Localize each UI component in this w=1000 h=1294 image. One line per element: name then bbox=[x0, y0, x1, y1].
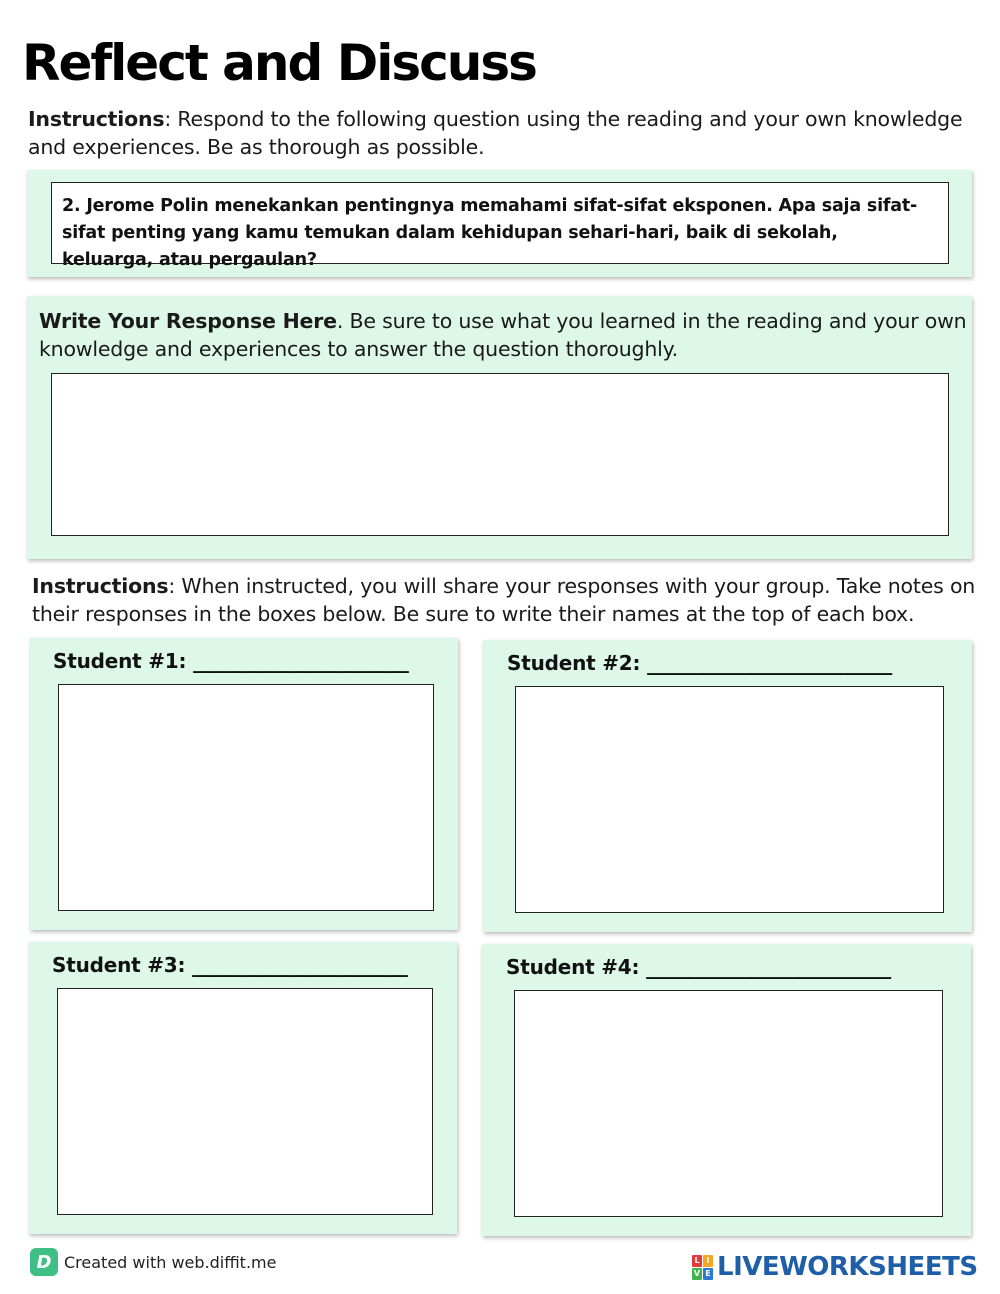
page-title: Reflect and Discuss bbox=[22, 34, 536, 92]
liveworksheets-brand: LIVEWORKSHEETS bbox=[717, 1252, 978, 1282]
student-1-label: Student #1: ______________________ bbox=[53, 649, 409, 673]
grid-letter-i: I bbox=[703, 1255, 713, 1267]
student-1-notes-box[interactable] bbox=[58, 684, 434, 911]
instructions-share-label: Instructions bbox=[32, 574, 169, 598]
grid-letter-l: L bbox=[692, 1255, 702, 1267]
instructions-top bbox=[28, 106, 978, 161]
question-text: 2. Jerome Polin menekankan pentingnya memahami sifat-sifat eksponen. Apa saja sifat-sifat penting yang kamu temukan dalam kehidupan sehari-hari, baik di sekolah, keluarga, atau pergaulan? bbox=[62, 196, 918, 270]
response-text: . Be sure to use what you learned in the reading and your own knowledge and experiences to answer the question thoroughly. bbox=[39, 309, 967, 361]
grid-letter-e: E bbox=[703, 1268, 713, 1280]
created-with-text: Created with web.diffit.me bbox=[64, 1252, 277, 1272]
student-2-label: Student #2: _________________________ bbox=[507, 651, 893, 675]
instructions-share-text: : When instructed, you will share your responses with your group. Take notes on their responses in the boxes below. Be sure to write their names at the top of each box. bbox=[32, 574, 976, 626]
response-instructions bbox=[39, 308, 974, 363]
student-2-notes-box[interactable] bbox=[515, 686, 944, 913]
student-3-notes-box[interactable] bbox=[57, 988, 433, 1215]
student-3-label: Student #3: ______________________ bbox=[52, 953, 408, 977]
instructions-share bbox=[32, 573, 982, 628]
liveworksheets-logo[interactable] bbox=[692, 1252, 978, 1282]
instructions-label: Instructions bbox=[28, 107, 165, 131]
response-label: Write Your Response Here bbox=[39, 309, 337, 333]
liveworksheets-grid-icon bbox=[692, 1255, 713, 1280]
diffit-footer[interactable] bbox=[30, 1248, 276, 1276]
student-4-label: Student #4: _________________________ bbox=[506, 955, 892, 979]
instructions-text: : Respond to the following question using the reading and your own knowledge and experiences. Be as thorough as possible. bbox=[28, 107, 963, 159]
diffit-logo-icon: D bbox=[30, 1248, 58, 1276]
grid-letter-v: V bbox=[693, 1269, 701, 1278]
student-4-notes-box[interactable] bbox=[514, 990, 943, 1217]
response-textbox[interactable] bbox=[51, 373, 949, 536]
